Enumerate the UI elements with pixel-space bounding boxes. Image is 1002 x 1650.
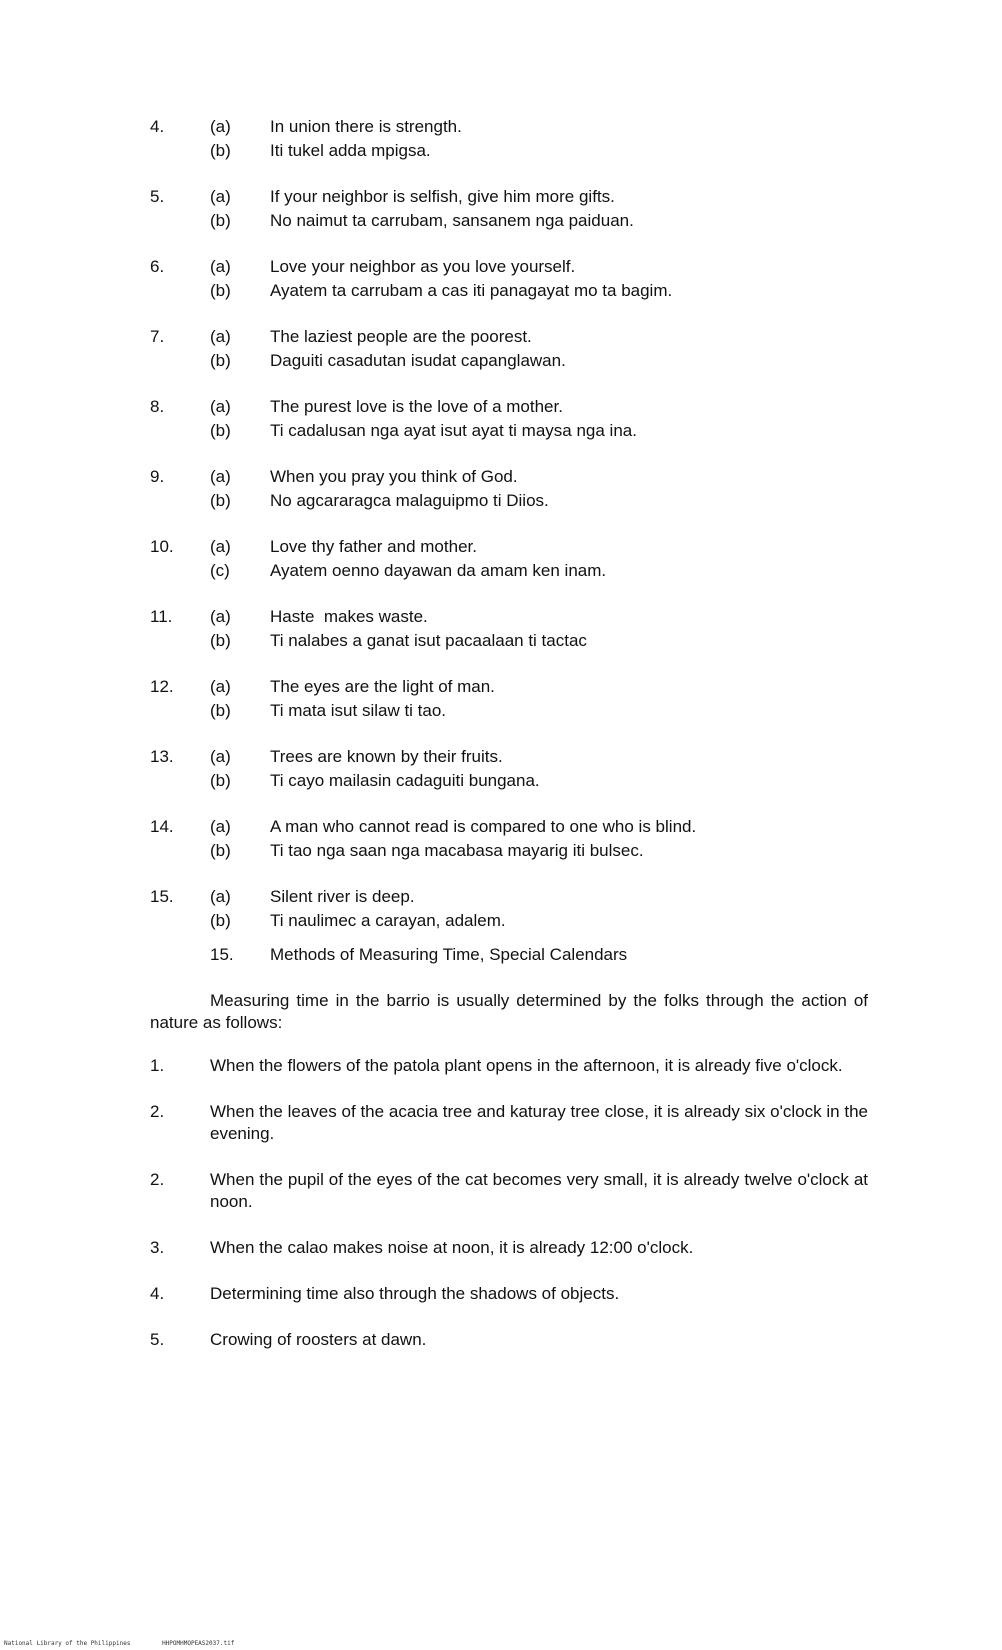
proverb-label-ilocano: (b) (210, 351, 231, 370)
proverb-ilocano: Daguiti casadutan isudat capanglawan. (270, 351, 566, 370)
proverb-label-english: (a) (210, 537, 231, 556)
list-item-number: 3. (150, 1238, 165, 1257)
proverb-label-english: (a) (210, 677, 231, 696)
list-item-text: Determining time also through the shadows of objects. (210, 1284, 620, 1303)
proverb-label-ilocano: (b) (210, 911, 231, 930)
footer-library: National Library of the Philippines (4, 1640, 131, 1647)
proverb-ilocano: Ayatem oenno dayawan da amam ken inam. (270, 561, 607, 580)
section-title: Methods of Measuring Time, Special Calendars (270, 945, 628, 964)
proverb-item (150, 816, 870, 862)
proverb-label-ilocano: (b) (210, 841, 231, 860)
proverb-label-ilocano: (b) (210, 281, 231, 300)
proverb-number: 14. (150, 817, 174, 836)
proverb-number: 7. (150, 327, 165, 346)
proverb-english: Love thy father and mother. (270, 537, 477, 556)
proverb-english: The purest love is the love of a mother. (270, 397, 563, 416)
proverb-label-english: (a) (210, 327, 231, 346)
proverb-label-ilocano: (b) (210, 491, 231, 510)
proverb-label-ilocano: (b) (210, 141, 231, 160)
proverb-english: The laziest people are the poorest. (270, 327, 532, 346)
proverb-ilocano: Ayatem ta carrubam a cas iti panagayat mo ta bagim. (270, 281, 673, 300)
proverb-english: Love your neighbor as you love yourself. (270, 257, 576, 276)
proverb-english: Haste makes waste. (270, 607, 428, 626)
proverb-label-english: (a) (210, 887, 231, 906)
list-item-text: When the calao makes noise at noon, it is already 12:00 o'clock. (210, 1238, 694, 1257)
proverb-english: Trees are known by their fruits. (270, 747, 503, 766)
proverb-item (150, 396, 870, 442)
list-item (150, 1329, 868, 1351)
proverb-item (150, 326, 870, 372)
list-item-number: 2. (150, 1170, 165, 1189)
list-item (150, 1055, 868, 1077)
proverb-label-english: (a) (210, 467, 231, 486)
proverb-item (150, 466, 870, 512)
proverb-item (150, 746, 870, 792)
list-item-text: When the flowers of the patola plant opens in the afternoon, it is already five o'clock. (210, 1056, 843, 1075)
proverb-label-ilocano: (c) (210, 561, 230, 580)
proverb-item (150, 536, 870, 582)
footer-file-id: HHPOMHMOPEAS2037.tif (162, 1640, 235, 1647)
list-item (150, 1169, 868, 1213)
proverb-label-ilocano: (b) (210, 211, 231, 230)
proverb-label-english: (a) (210, 187, 231, 206)
proverb-ilocano: Ti nalabes a ganat isut pacaalaan ti tactac (270, 631, 587, 650)
list-item-number: 4. (150, 1284, 165, 1303)
proverb-ilocano: Ti naulimec a carayan, adalem. (270, 911, 506, 930)
proverb-number: 4. (150, 117, 165, 136)
proverb-item (150, 186, 870, 232)
proverb-label-ilocano: (b) (210, 771, 231, 790)
proverb-label-english: (a) (210, 257, 231, 276)
list-item (150, 1101, 868, 1145)
proverb-english: In union there is strength. (270, 117, 462, 136)
proverb-label-english: (a) (210, 397, 231, 416)
proverb-item (150, 116, 870, 162)
proverb-label-english: (a) (210, 117, 231, 136)
proverb-number: 12. (150, 677, 174, 696)
proverb-number: 5. (150, 187, 165, 206)
intro-paragraph: Measuring time in the barrio is usually determined by the folks through the action of nature as follows: (150, 991, 868, 1032)
proverb-english: If your neighbor is selfish, give him more gifts. (270, 187, 615, 206)
proverb-ilocano: Iti tukel adda mpigsa. (270, 141, 431, 160)
proverb-english: A man who cannot read is compared to one who is blind. (270, 817, 697, 836)
time-method-list (150, 1055, 868, 1375)
list-item (150, 1237, 868, 1259)
proverb-english: Silent river is deep. (270, 887, 415, 906)
proverb-english: When you pray you think of God. (270, 467, 518, 486)
list-item-text: When the leaves of the acacia tree and katuray tree close, it is already six o'clock in the evening. (210, 1102, 868, 1143)
proverb-number: 9. (150, 467, 165, 486)
proverb-label-english: (a) (210, 747, 231, 766)
proverb-number: 10. (150, 537, 174, 556)
section-number: 15. (210, 945, 234, 964)
proverb-ilocano: Ti tao nga saan nga macabasa mayarig iti bulsec. (270, 841, 644, 860)
proverb-item (150, 256, 870, 302)
proverb-ilocano: No agcararagca malaguipmo ti Diios. (270, 491, 549, 510)
proverb-number: 8. (150, 397, 165, 416)
proverb-english: The eyes are the light of man. (270, 677, 495, 696)
list-item-text: Crowing of roosters at dawn. (210, 1330, 427, 1349)
list-item-text: When the pupil of the eyes of the cat becomes very small, it is already twelve o'clock at noon. (210, 1170, 868, 1211)
section-heading (210, 944, 870, 966)
list-item-number: 1. (150, 1056, 165, 1075)
proverb-ilocano: Ti mata isut silaw ti tao. (270, 701, 447, 720)
proverb-number: 15. (150, 887, 174, 906)
proverb-label-english: (a) (210, 607, 231, 626)
proverb-list (150, 116, 870, 932)
proverb-item (150, 886, 870, 932)
proverb-label-english: (a) (210, 817, 231, 836)
proverb-ilocano: Ti cadalusan nga ayat isut ayat ti maysa nga ina. (270, 421, 637, 440)
list-item (150, 1283, 868, 1305)
proverb-item (150, 676, 870, 722)
proverb-ilocano: Ti cayo mailasin cadaguiti bungana. (270, 771, 540, 790)
proverb-label-ilocano: (b) (210, 701, 231, 720)
proverb-number: 13. (150, 747, 174, 766)
proverb-label-ilocano: (b) (210, 421, 231, 440)
list-item-number: 2. (150, 1102, 165, 1121)
proverb-label-ilocano: (b) (210, 631, 231, 650)
list-item-number: 5. (150, 1330, 165, 1349)
proverb-item (150, 606, 870, 652)
proverb-number: 6. (150, 257, 165, 276)
proverb-number: 11. (150, 607, 173, 626)
proverb-ilocano: No naimut ta carrubam, sansanem nga paiduan. (270, 211, 634, 230)
scan-footer (4, 1640, 234, 1648)
